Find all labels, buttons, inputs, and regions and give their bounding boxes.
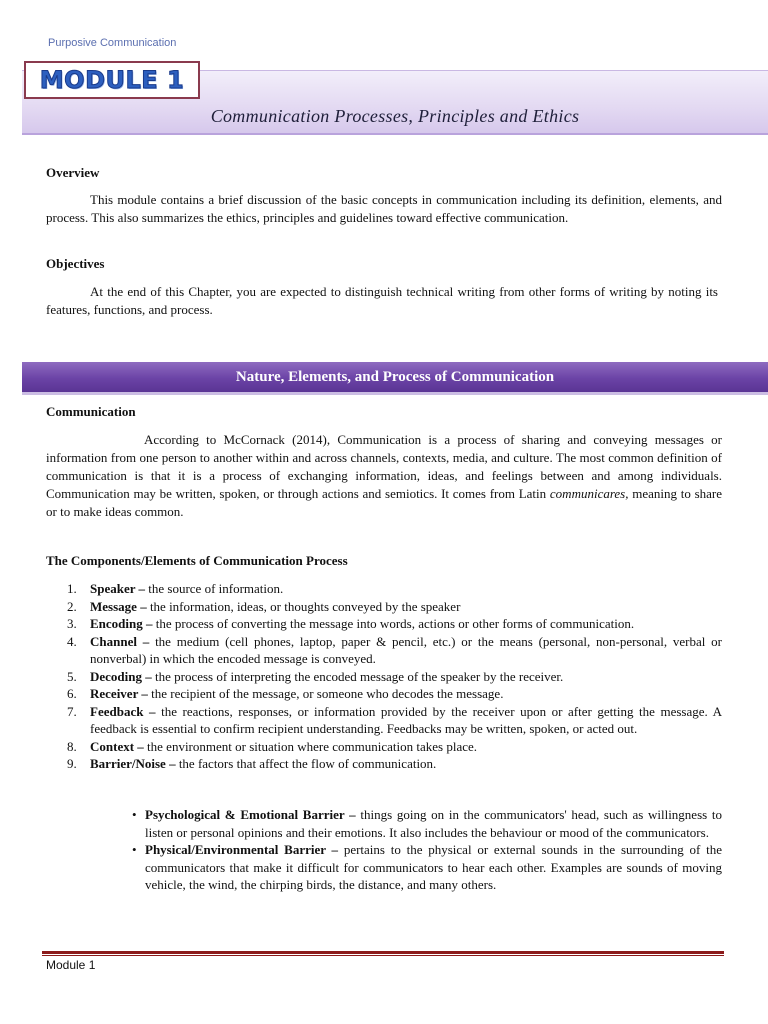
list-term: Barrier/Noise bbox=[90, 756, 166, 771]
list-separator: – bbox=[142, 668, 155, 684]
objectives-paragraph: At the end of this Chapter, you are expected to distinguish technical writing from other forms of writing by noting its features, functions, and process. bbox=[46, 284, 718, 317]
list-number: 7. bbox=[67, 703, 77, 719]
list-desc: the reactions, responses, or information provided by the receiver upon or after getting the message. A feedback is essential to confirm recipient understanding. Feedbacks may be written, spoken, or acted out. bbox=[90, 703, 723, 736]
list-term: Context bbox=[90, 738, 135, 754]
communication-text-after: meaning to share or to make ideas common. bbox=[46, 486, 722, 519]
module-title: MODULE 1 bbox=[39, 66, 185, 94]
list-desc: the source of information. bbox=[148, 581, 284, 596]
communication-heading: Communication bbox=[46, 404, 136, 419]
list-term: Encoding bbox=[90, 616, 143, 631]
objectives-heading: Objectives bbox=[46, 256, 105, 271]
running-head: Purposive Communication bbox=[48, 37, 177, 49]
list-number: 8. bbox=[67, 738, 77, 754]
list-item bbox=[46, 703, 722, 738]
list-number: 4. bbox=[67, 633, 77, 649]
list-desc: the environment or situation where communication takes place. bbox=[147, 738, 477, 754]
list-term: Decoding bbox=[90, 668, 142, 684]
list-separator: – bbox=[142, 616, 156, 631]
list-number: 9. bbox=[67, 756, 77, 771]
barrier-separator: – bbox=[325, 842, 344, 857]
list-separator: – bbox=[138, 686, 152, 701]
list-number: 3. bbox=[67, 616, 77, 631]
list-item bbox=[46, 598, 722, 616]
barrier-item bbox=[132, 806, 722, 841]
list-item bbox=[46, 685, 722, 703]
barrier-list bbox=[132, 806, 722, 894]
footer-divider-thin bbox=[42, 955, 724, 956]
list-item bbox=[46, 738, 722, 756]
list-desc: the process of converting the message into words, actions or other forms of communication. bbox=[155, 616, 635, 631]
list-item bbox=[46, 755, 722, 773]
list-term: Speaker bbox=[90, 581, 136, 596]
footer-label: Module 1 bbox=[46, 958, 96, 972]
list-separator: – bbox=[134, 738, 148, 754]
barrier-separator: – bbox=[344, 807, 361, 822]
bullet-icon: • bbox=[132, 807, 137, 822]
module-subtitle: Communication Processes, Principles and Ethics bbox=[210, 106, 580, 126]
list-item bbox=[46, 580, 722, 598]
list-term: Channel bbox=[90, 633, 137, 649]
list-separator: – bbox=[135, 581, 149, 596]
latin-term: communicares, bbox=[549, 486, 629, 501]
list-desc: the medium (cell phones, laptop, paper & pencil, etc.) or the means (personal, non-personal, verbal or nonverbal) in which the encoded message is conveyed. bbox=[90, 633, 723, 666]
list-separator: – bbox=[136, 598, 150, 614]
list-number: 1. bbox=[67, 581, 77, 596]
barrier-item bbox=[132, 841, 722, 894]
footer-divider bbox=[42, 951, 724, 954]
list-term: Message bbox=[90, 598, 137, 614]
communication-paragraph bbox=[46, 431, 722, 521]
barrier-term: Physical/Environmental Barrier bbox=[145, 842, 326, 857]
list-term: Feedback bbox=[90, 703, 144, 719]
bullet-icon: • bbox=[132, 842, 137, 857]
list-separator: – bbox=[143, 703, 162, 719]
list-item bbox=[46, 633, 722, 668]
list-separator: – bbox=[136, 633, 156, 649]
list-item bbox=[46, 615, 722, 633]
barrier-desc: pertains to the physical or external sounds in the surrounding of the communicators that make it difficult for communicators to hear each other. Examples are sounds of moving vehicle, the wind, the chirping birds, the distance, and many others. bbox=[145, 842, 723, 892]
list-number: 5. bbox=[67, 668, 77, 684]
components-heading: The Components/Elements of Communication Process bbox=[46, 553, 348, 568]
list-number: 6. bbox=[67, 686, 77, 701]
module-label-box bbox=[24, 61, 200, 99]
components-list bbox=[46, 580, 722, 773]
barrier-desc: things going on in the communicators' head, such as willingness to listen or personal opinions and their emotions. It also includes the behaviour or mood of the communicators. bbox=[145, 807, 722, 840]
overview-heading: Overview bbox=[46, 165, 100, 180]
list-desc: the factors that affect the flow of communication. bbox=[178, 756, 437, 771]
list-item bbox=[46, 668, 722, 686]
communication-text-before: According to McCornack (2014), Communication is a process of sharing and conveying messages or information from one person to another within and across channels, contexts, media, and culture. The most common definition of communication is that it is a process of exchanging information, ideas, and feelings between and among individuals. Communication may be written, spoken, or through actions and semiotics. It comes from Latin bbox=[46, 432, 722, 501]
list-number: 2. bbox=[67, 598, 77, 614]
overview-paragraph: This module contains a brief discussion of the basic concepts in communication including its definition, elements, and process. This also summarizes the ethics, principles and guidelines toward effective communication. bbox=[46, 192, 722, 225]
list-term: Receiver bbox=[90, 686, 139, 701]
list-desc: the recipient of the message, or someone who decodes the message. bbox=[151, 686, 504, 701]
section-title: Nature, Elements, and Process of Communication bbox=[235, 368, 555, 385]
section-header-bar bbox=[22, 362, 768, 395]
barrier-term: Psychological & Emotional Barrier bbox=[145, 807, 345, 822]
list-desc: the information, ideas, or thoughts conveyed by the speaker bbox=[149, 598, 461, 614]
list-desc: the process of interpreting the encoded message of the speaker by the receiver. bbox=[155, 668, 564, 684]
list-separator: – bbox=[165, 756, 179, 771]
